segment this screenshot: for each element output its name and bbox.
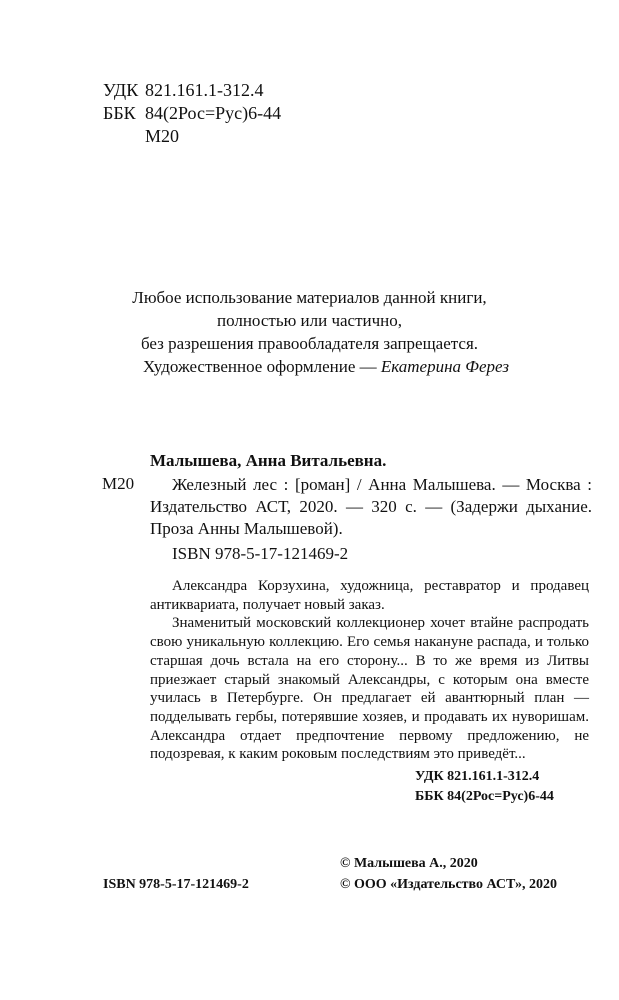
design-label: Художественное оформление — (143, 357, 381, 376)
udk-label: УДК (103, 80, 139, 100)
record-mark: М20 (102, 474, 135, 493)
codes-udk: УДК 821.161.1-312.4 (415, 769, 540, 784)
record-isbn: ISBN 978-5-17-121469-2 (172, 544, 349, 563)
bbk-line (103, 102, 281, 124)
annotation-paragraph-1: Александра Корзухина, художница, реставратор и продавец антиквариата, получает новый заказ. (150, 578, 589, 613)
notice-line-2: полностью или частично, (216, 311, 403, 330)
footer-isbn: ISBN 978-5-17-121469-2 (103, 877, 249, 892)
annotation-paragraph-2: Знаменитый московский коллекционер хочет втайне распродать свою уникальную коллекцию. Его семья накануне распада, и только старшая дочь встала на его сторону... В то же время из Литвы приезжает старый знакомый Александры, с которым она вместе училась в Петербурге. Он предлагает ей авантюрный план — подделывать гербы, потерявшие хозяев, и продавать их нуворишам. Александра отдает предпочтение первому предложению, не подозревая, к каким роковым последствиям это приведёт... (150, 615, 589, 763)
record-description: Железный лес : [роман] / Анна Малышева. — Москва : Издательство АСТ, 2020. — 320 с. — (Задержи дыхание. Проза Анны Малышевой). (150, 475, 592, 538)
codes-bbk: ББК 84(2Рос=Рус)6-44 (415, 789, 554, 804)
record-author: Малышева, Анна Витальевна. (150, 451, 387, 470)
copyright-publisher: © ООО «Издательство АСТ», 2020 (340, 877, 558, 892)
notice-line-3: без разрешения правообладателя запрещается. (140, 334, 479, 353)
bbk-value: 84(2Рос=Рус)6-44 (145, 103, 282, 123)
notice-line-1: Любое использование материалов данной книги, (132, 288, 487, 307)
author-mark: М20 (145, 126, 180, 146)
annotation (150, 577, 589, 764)
copyright-notice (0, 286, 619, 355)
udk-line (103, 79, 264, 101)
udk-value: 821.161.1-312.4 (145, 80, 264, 100)
bbk-label: ББК (103, 103, 136, 123)
design-credit (143, 357, 509, 377)
designer-name: Екатерина Ферез (380, 357, 509, 376)
copyright-author: © Малышева А., 2020 (340, 856, 478, 871)
